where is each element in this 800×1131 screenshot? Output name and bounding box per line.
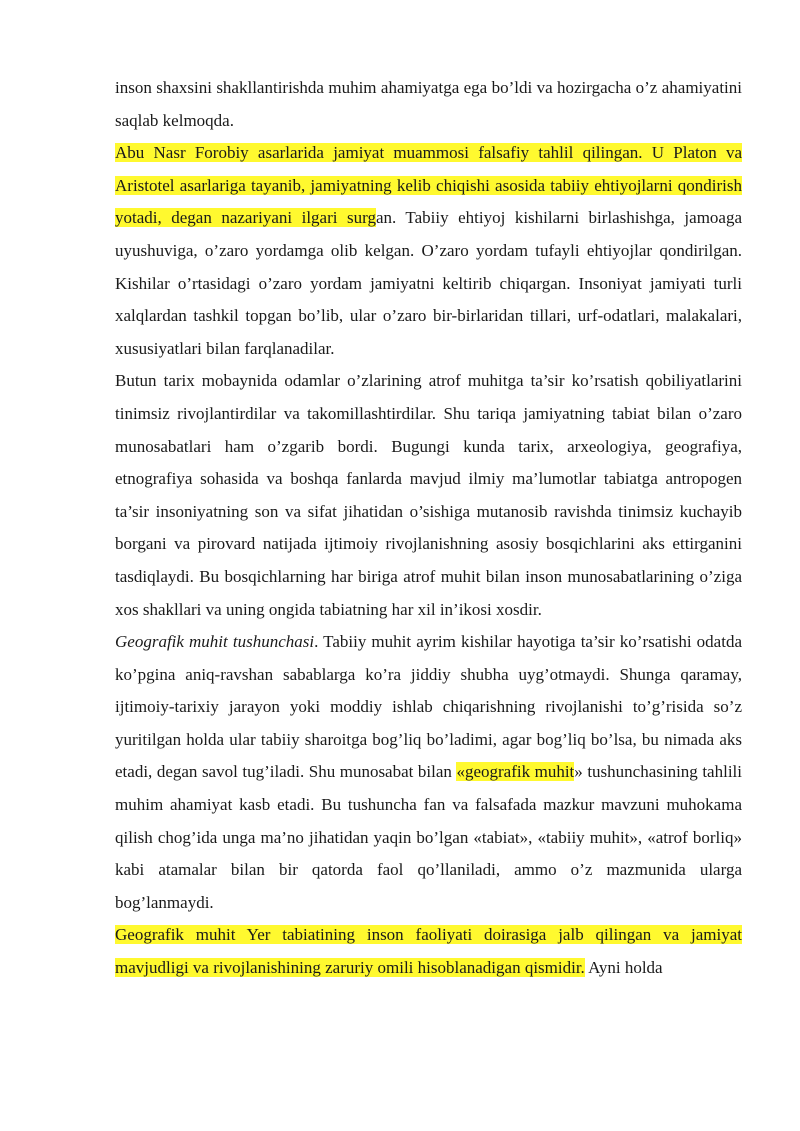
paragraph-4	[115, 626, 742, 919]
paragraph-4-highlight: «geografik muhit	[456, 762, 575, 782]
section-heading-italic: Geografik muhit tushunchasi	[115, 632, 315, 652]
paragraph-5	[115, 919, 742, 984]
paragraph-2-highlight: Abu Nasr Forobiy asarlarida jamiyat muammosi falsafiy tahlil qilingan. U Platon va Aristotel asarlariga tayanib, jamiyatning kelib chiqishi asosida tabiiy ehtiyojlarni qondirish yotadi, degan nazariyani ilgari surg	[115, 143, 742, 228]
document-page	[115, 72, 742, 985]
paragraph-3-text: Butun tarix mobaynida odamlar o’zlarining atrof muhitga ta’sir ko’rsatish qobiliyatlarini tinimsiz rivojlantirdilar va takomillashtirdilar. Shu tariqa jamiyatning tabiat bilan o’zaro munosabatlari ham o’zgarib bordi. Bugungi kunda tarix, arxeologiya, geografiya, etnografiya sohasida va boshqa fanlarda mavjud ilmiy ma’lumotlar tabiatga antropogen ta’sir insoniyatning son va sifat jihatidan o’sishiga mutanosib ravishda tinimsiz kuchayib borgani va pirovard natijada ijtimoiy rivojlanishning asosiy bosqichlarini aks ettirganini tasdiqlaydi. Bu bosqichlarning har biriga atrof muhit bilan inson munosabatlarining o’ziga xos shakllari va uning ongida tabiatning har xil in’ikosi xosdir.	[115, 371, 742, 619]
paragraph-2-text: an. Tabiiy ehtiyoj kishilarni birlashishga, jamoaga uyushuviga, o’zaro yordamga olib kelgan. O’zaro yordam tufayli ehtiyojlar qondirilgan. Kishilar o’rtasidagi o’zaro yordam jamiyatni keltirib chiqargan. Insoniyat jamiyati turli xalqlardan tashkil topgan bo’lib, ular o’zaro bir-birlaridan tillari, urf-odatlari, malakalari, xususiyatlari bilan farqlanadilar.	[115, 208, 743, 358]
paragraph-1	[115, 72, 742, 137]
paragraph-1-text: inson shaxsini shakllantirishda muhim ahamiyatga ega bo’ldi va hozirgacha o’z ahamiyatini saqlab kelmoqda.	[115, 78, 742, 130]
paragraph-4-text-after: » tushunchasining tahlili muhim ahamiyat kasb etadi. Bu tushuncha fan va falsafada mazkur mavzuni muhokama qilish chog’ida unga ma’no jihatidan yaqin bo’lgan «tabiat», «tabiiy muhit», «atrof borliq» kabi atamalar bilan bir qatorda faol qo’llaniladi, ammo o’z mazmunida ularga bog’lanmaydi.	[115, 762, 742, 912]
paragraph-5-highlight: Geografik muhit Yer tabiatining inson faoliyati doirasiga jalb qilingan va jamiyat mavjudligi va rivojlanishining zaruriy omili hisoblanadigan qismidir.	[115, 925, 742, 978]
paragraph-5-text: Ayni holda	[584, 958, 663, 978]
paragraph-3	[115, 365, 742, 626]
paragraph-4-text-before: . Tabiiy muhit ayrim kishilar hayotiga ta’sir ko’rsatishi odatda ko’pgina aniq-ravshan sabablarga ko’ra jiddiy shubha uyg’otmaydi. Shunga qaramay, ijtimoiy-tarixiy jarayon yoki moddiy ishlab chiqarishning rivojlanishi to’g’risida so’z yuritilgan holda ular tabiiy sharoitga bog’liq bo’ladimi, agar bog’liq bo’lsa, bu nimada aks etadi, degan savol tug’iladi. Shu munosabat bilan	[115, 632, 742, 782]
paragraph-2	[115, 137, 742, 365]
